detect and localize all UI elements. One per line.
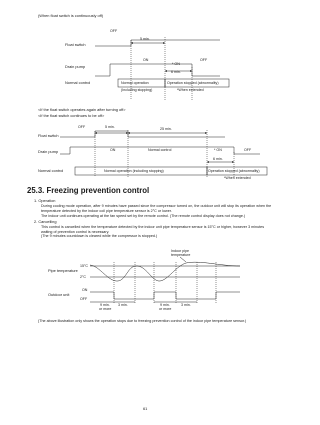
d1-six-min-label: 6 min. — [171, 70, 181, 74]
item2-text2: (The 9 minutes countdown is cleared while the compressor is stopped.) — [41, 234, 158, 238]
indoor-pipe-pointer — [180, 257, 186, 262]
d1-off-label: OFF — [110, 29, 118, 33]
d2-off-label: OFF — [78, 125, 86, 129]
d3-off-label: OFF — [80, 297, 88, 301]
d2-six-min-label: 6 min. — [213, 157, 223, 161]
t15-label: 15°C — [80, 264, 89, 268]
d2-off-right-label: OFF — [244, 148, 252, 152]
nine-min-label-b: 9 min. — [160, 303, 170, 307]
d2-normal-control-label: Normal control — [38, 168, 64, 173]
d1-float-switch-label: Float switch — [65, 42, 86, 47]
d2-drain-pump-label: Drain pump — [38, 149, 59, 154]
diagram1-lines — [95, 37, 229, 101]
d1-off-right-label: OFF — [200, 58, 208, 62]
indoor-pipe-label-line1: Indoor pipe — [171, 249, 189, 253]
d1-including-stopping-label: (Including stopping) — [121, 88, 153, 92]
three-min-label: 3 min. — [118, 303, 128, 307]
d1-when-extended-label: *When extended — [177, 88, 204, 92]
d2-float-switch-label: Float switch — [38, 133, 59, 138]
item2-title: 2. Cancelling — [34, 219, 57, 224]
d1-star-on-label: * ON — [172, 62, 180, 66]
item1-text: During cooling mode operation, after 9 minutes have passed since the compressor turned on, the outdoor unit will stop its operation when the temperature detected by the indoor coil pipe temperature sensor is 2°C or lower. — [41, 204, 272, 213]
indoor-pipe-label-line2: temperature — [171, 253, 191, 257]
d1-normal-operation-label: Normal operation — [121, 81, 149, 85]
or-more-label-b: or more — [159, 307, 172, 311]
d2-caption-line2: <If the float switch continues to be off> — [38, 113, 105, 118]
pipe-temperature-label: Pipe temperature — [48, 268, 78, 273]
diagram1-arrowheads — [131, 42, 192, 72]
nine-min-label: 9 min. — [100, 303, 110, 307]
or-more-label: or more — [99, 307, 112, 311]
outdoor-unit-label: Outdoor unit — [48, 292, 70, 297]
t2-label: 2°C — [80, 275, 87, 279]
outdoor-unit-signal — [90, 292, 240, 299]
d2-on-label: ON — [110, 148, 116, 152]
d2-twentyfive-min-label: 25 min. — [160, 127, 172, 131]
three-min-label-b: 3 min. — [181, 303, 191, 307]
d1-drain-pump-label: Drain pump — [65, 64, 86, 69]
diagram3-lines — [90, 257, 240, 303]
page-number: 61 — [143, 406, 148, 411]
item1-text2: The indoor unit continues operating at the fan speed set by the remote control. (The remote control display does not change.) — [41, 214, 246, 218]
d2-op-stopped-label: Operation stopped (abnormality) — [208, 169, 260, 173]
d1-op-stopped-label: Operation stopped (abnormality) — [167, 81, 219, 85]
d2-normal-op-label: Normal operation (including stopping) — [104, 169, 164, 173]
d2-five-min-label: 5 min. — [105, 125, 115, 129]
item2-text: This control is cancelled when the temperature detected by the indoor unit pipe temperature sensor is 15°C or higher, however 3 minutes waiting of prevention control is necessary. — [41, 225, 265, 234]
d2-normal-control-inner-label: Normal control — [148, 148, 172, 152]
footnote: (The above illustration only shows the operation stops due to freezing prevention control of the indoor pipe temperature sensor.) — [38, 319, 247, 323]
d2-star-on-label: * ON — [214, 148, 222, 152]
item1-title: 1. Operation — [34, 198, 56, 203]
d2-caption-line1: <If the float switch operates again after turning off> — [38, 107, 126, 112]
pipe-temperature-curve — [90, 262, 240, 281]
d1-on-label: ON — [143, 58, 149, 62]
d2-when-extended-label: *When extended — [224, 176, 251, 180]
d1-normal-control-label: Normal control — [65, 80, 91, 85]
d1-five-min-label: 5 min. — [140, 37, 150, 41]
d3-on-label: ON — [82, 288, 88, 292]
section-title: 25.3. Freezing prevention control — [27, 186, 150, 195]
diagram1-caption: (When float switch is continuously off) — [38, 13, 104, 18]
drain-pump-signal — [95, 64, 220, 76]
float-switch-signal-2 — [60, 131, 225, 137]
